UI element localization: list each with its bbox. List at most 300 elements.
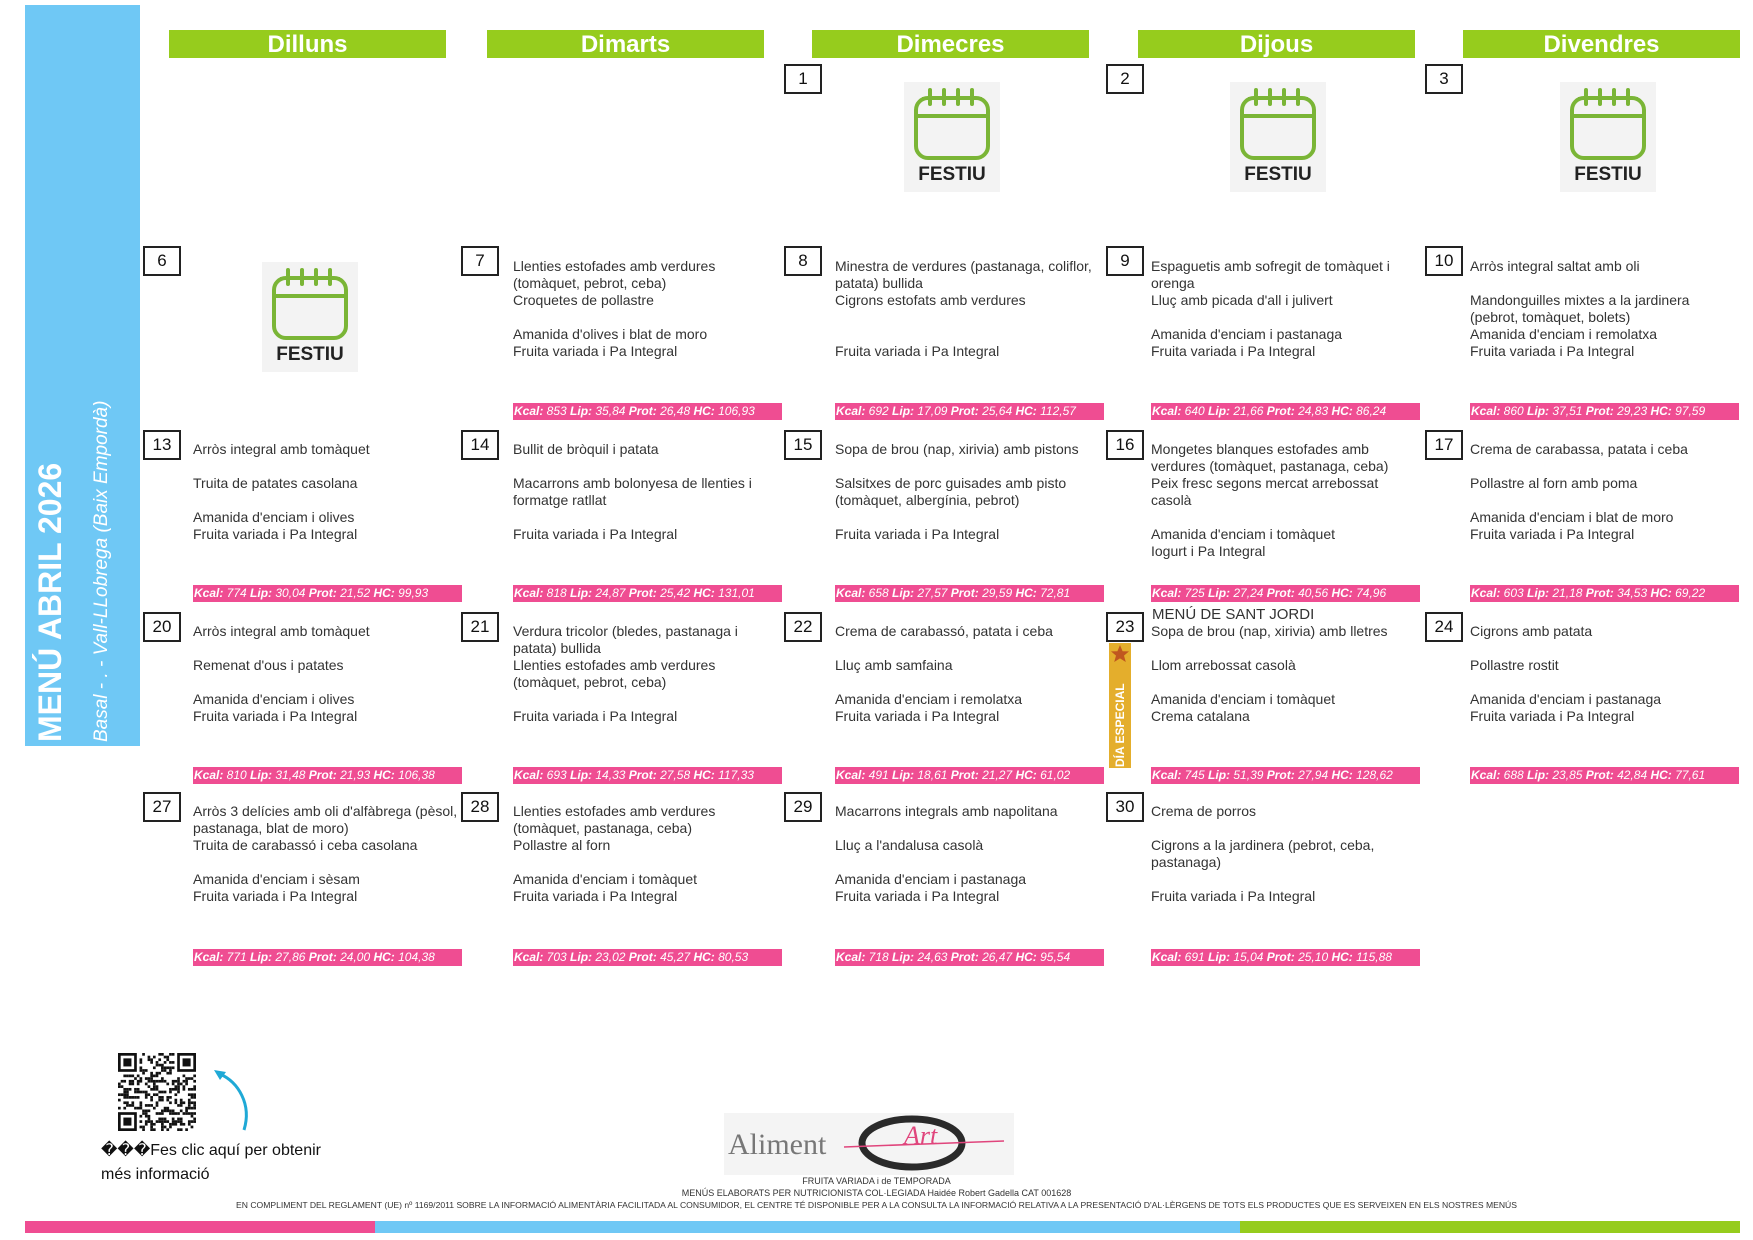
- qr-code-icon[interactable]: [118, 1053, 196, 1131]
- dish-line: Amanida d'olives i blat de moro: [513, 326, 708, 342]
- nutrition-label: Lip:: [1208, 586, 1231, 600]
- dish-line: Amanida d'enciam i olives: [193, 509, 355, 525]
- nutrition-value: 112,57: [1036, 404, 1076, 418]
- nutrition-value: 27,57: [914, 586, 951, 600]
- dish-line: Croquetes de pollastre: [513, 292, 654, 308]
- dish-line: Fruita variada i Pa Integral: [835, 526, 1000, 542]
- nutrition-value: 25,42: [656, 586, 694, 600]
- nutrition-value: 25,64: [978, 404, 1016, 418]
- logo-text: Aliment: [728, 1128, 827, 1161]
- nutrition-value: 37,51: [1549, 404, 1586, 418]
- nutrition-label: Prot:: [950, 950, 979, 964]
- nutrition-value: 810: [223, 768, 251, 782]
- dish-line: Fruita variada i Pa Integral: [513, 708, 678, 724]
- festiu-label: FESTIU: [1574, 164, 1642, 185]
- nutrition-label: HC:: [693, 404, 715, 418]
- nutrition-label: Kcal:: [514, 404, 544, 418]
- menu-dishes: [513, 258, 778, 360]
- nutrition-label: Lip:: [250, 768, 273, 782]
- nutrition-label: HC:: [693, 586, 715, 600]
- nutrition-label: Prot:: [1585, 768, 1614, 782]
- dish-line: Arròs integral saltat amb oli: [1470, 258, 1640, 274]
- nutrition-bar: [1151, 403, 1420, 420]
- nutrition-value: 24,87: [592, 586, 629, 600]
- dish-line: Cigrons estofats amb verdures: [835, 292, 1026, 308]
- dish-line: Fruita variada i Pa Integral: [835, 343, 1000, 359]
- nutrition-value: 703: [543, 950, 571, 964]
- dish-line: Verdura tricolor (bledes, pastanaga i patata) bullida: [513, 623, 738, 656]
- dish-line: Minestra de verdures (pastanaga, coliflor, patata) bullida: [835, 258, 1092, 291]
- nutrition-label: HC:: [373, 768, 395, 782]
- nutrition-label: HC:: [1331, 404, 1353, 418]
- nutrition-label: Kcal:: [1471, 768, 1501, 782]
- nutrition-value: 95,54: [1036, 950, 1071, 964]
- day-number: 8: [784, 246, 822, 276]
- nutrition-bar: [193, 949, 462, 966]
- festiu-icon: [1230, 82, 1326, 192]
- nutrition-value: 34,53: [1613, 586, 1651, 600]
- dish-line: Amanida d'enciam i sèsam: [193, 871, 360, 887]
- nutrition-bar: [1151, 585, 1420, 602]
- menu-dishes: [513, 803, 778, 905]
- nutrition-value: 29,59: [978, 586, 1016, 600]
- nutrition-bar: [1470, 767, 1739, 784]
- dish-line: Remenat d'ous i patates: [193, 657, 344, 673]
- dish-line: Fruita variada i Pa Integral: [513, 526, 678, 542]
- nutrition-value: 25,10: [1294, 950, 1332, 964]
- nutrition-label: Lip:: [1208, 950, 1231, 964]
- nutrition-value: 17,09: [914, 404, 951, 418]
- festiu-label: FESTIU: [918, 164, 986, 185]
- menu-dishes: [835, 441, 1100, 543]
- menu-dishes: [193, 441, 458, 543]
- nutrition-value: 21,27: [978, 768, 1016, 782]
- menu-dishes: [513, 623, 778, 725]
- nutrition-label: HC:: [1015, 404, 1037, 418]
- nutrition-label: Kcal:: [514, 950, 544, 964]
- nutrition-value: 693: [543, 768, 571, 782]
- day-header-dilluns: Dilluns: [169, 30, 446, 58]
- nutrition-bar: [835, 585, 1104, 602]
- dish-spacer: [193, 854, 458, 871]
- menu-dishes: [1151, 258, 1416, 360]
- menu-dishes: [1151, 441, 1416, 560]
- dish-line: Macarrons amb bolonyesa de llenties i formatge ratllat: [513, 475, 752, 508]
- nutrition-value: 77,61: [1671, 768, 1706, 782]
- nutrition-value: 40,56: [1294, 586, 1332, 600]
- dish-line: Salsitxes de porc guisades amb pisto (tomàquet, albergínia, pebrot): [835, 475, 1067, 508]
- nutrition-label: Kcal:: [1152, 950, 1182, 964]
- nutrition-value: 106,93: [714, 404, 755, 418]
- nutrition-value: 42,84: [1613, 768, 1651, 782]
- dish-spacer: [1151, 871, 1416, 888]
- menu-dishes: [1470, 623, 1735, 725]
- dish-spacer: [193, 492, 458, 509]
- nutrition-label: Prot:: [628, 950, 657, 964]
- nutrition-label: HC:: [693, 950, 715, 964]
- dish-spacer: [835, 820, 1100, 837]
- nutrition-label: HC:: [1015, 768, 1037, 782]
- nutrition-value: 131,01: [714, 586, 755, 600]
- nutrition-label: Lip:: [892, 950, 915, 964]
- festiu-icon: [262, 262, 358, 372]
- nutrition-label: HC:: [1331, 768, 1353, 782]
- nutrition-value: 128,62: [1352, 768, 1393, 782]
- dish-spacer: [1470, 275, 1735, 292]
- nutrition-value: 69,22: [1671, 586, 1706, 600]
- nutrition-label: Prot:: [308, 768, 337, 782]
- dish-spacer: [513, 509, 778, 526]
- nutrition-label: Kcal:: [514, 768, 544, 782]
- dish-line: Amanida d'enciam i tomàquet: [1151, 691, 1335, 707]
- nutrition-label: Lip:: [250, 950, 273, 964]
- nutrition-label: Kcal:: [1471, 404, 1501, 418]
- festiu-label: FESTIU: [1244, 164, 1312, 185]
- nutrition-label: HC:: [1331, 950, 1353, 964]
- nutrition-bar: [1470, 585, 1739, 602]
- dish-line: Pollastre rostit: [1470, 657, 1559, 673]
- dish-line: Pollastre al forn: [513, 837, 611, 853]
- dish-line: Mandonguilles mixtes a la jardinera (pebrot, tomàquet, bolets): [1470, 292, 1690, 325]
- day-number: 27: [143, 792, 181, 822]
- dish-spacer: [513, 691, 778, 708]
- nutrition-label: Prot:: [1266, 586, 1295, 600]
- dish-spacer: [835, 674, 1100, 691]
- dish-spacer: [1151, 640, 1416, 657]
- dish-line: Fruita variada i Pa Integral: [513, 343, 678, 359]
- day-number: 24: [1425, 612, 1463, 642]
- dish-line: Peix fresc segons mercat arrebossat casolà: [1151, 475, 1379, 508]
- dish-line: Cigrons a la jardinera (pebrot, ceba, pastanaga): [1151, 837, 1375, 870]
- day-number: 21: [461, 612, 499, 642]
- nutrition-label: Prot:: [1266, 404, 1295, 418]
- dish-spacer: [1151, 309, 1416, 326]
- menu-dishes: [513, 441, 778, 543]
- day-number: 23: [1106, 612, 1144, 642]
- nutrition-value: 104,38: [394, 950, 435, 964]
- nutrition-value: 21,93: [336, 768, 374, 782]
- nutrition-value: 27,86: [272, 950, 309, 964]
- dish-line: Fruita variada i Pa Integral: [1151, 888, 1316, 904]
- day-number: 3: [1425, 64, 1463, 94]
- festiu-icon: [904, 82, 1000, 192]
- nutrition-label: HC:: [373, 586, 395, 600]
- menu-dishes: [193, 623, 458, 725]
- footer-bar-blue: [375, 1221, 1240, 1233]
- menu-dishes: [1151, 623, 1416, 725]
- dish-spacer: [1470, 674, 1735, 691]
- dish-spacer: [835, 309, 1100, 326]
- footer-bar-pink: [25, 1221, 375, 1233]
- nutrition-value: 99,93: [394, 586, 429, 600]
- nutrition-value: 18,61: [914, 768, 951, 782]
- nutrition-value: 718: [865, 950, 893, 964]
- dish-spacer: [1470, 458, 1735, 475]
- nutrition-value: 771: [223, 950, 251, 964]
- nutrition-value: 725: [1181, 586, 1209, 600]
- dish-line: Truita de patates casolana: [193, 475, 358, 491]
- day-number: 9: [1106, 246, 1144, 276]
- footer-bar-green: [1240, 1221, 1740, 1233]
- nutrition-label: Kcal:: [194, 768, 224, 782]
- dish-spacer: [513, 854, 778, 871]
- nutrition-value: 603: [1500, 586, 1528, 600]
- dish-line: Llenties estofades amb verdures (tomàquet, pebrot, ceba): [513, 258, 716, 291]
- dish-spacer: [1470, 492, 1735, 509]
- menu-dishes: [835, 623, 1100, 725]
- dish-line: Truita de carabassó i ceba casolana: [193, 837, 418, 853]
- day-number: 14: [461, 430, 499, 460]
- nutrition-value: 640: [1181, 404, 1209, 418]
- dish-line: Amanida d'enciam i remolatxa: [1470, 326, 1658, 342]
- nutrition-value: 26,47: [978, 950, 1016, 964]
- dish-line: Sopa de brou (nap, xirivia) amb pistons: [835, 441, 1079, 457]
- dish-line: Fruita variada i Pa Integral: [193, 708, 358, 724]
- day-number: 30: [1106, 792, 1144, 822]
- nutrition-value: 23,02: [592, 950, 629, 964]
- dish-spacer: [1151, 674, 1416, 691]
- nutrition-value: 26,48: [656, 404, 694, 418]
- nutrition-label: Lip:: [1208, 404, 1231, 418]
- dish-line: Fruita variada i Pa Integral: [1470, 343, 1635, 359]
- menu-dishes: [835, 258, 1100, 360]
- nutrition-value: 29,23: [1613, 404, 1651, 418]
- nutrition-value: 14,33: [592, 768, 629, 782]
- nutrition-value: 27,94: [1294, 768, 1332, 782]
- nutrition-label: Lip:: [1527, 404, 1550, 418]
- day-header-divendres: Divendres: [1463, 30, 1740, 58]
- nutrition-label: Kcal:: [836, 950, 866, 964]
- nutrition-value: 21,18: [1549, 586, 1586, 600]
- nutrition-label: HC:: [1015, 586, 1037, 600]
- dish-spacer: [513, 458, 778, 475]
- nutrition-label: Prot:: [1585, 586, 1614, 600]
- nutrition-bar: [835, 767, 1104, 784]
- nutrition-label: Lip:: [570, 404, 593, 418]
- dish-line: Amanida d'enciam i remolatxa: [835, 691, 1023, 707]
- footer-nutritionist-note: MENÚS ELABORATS PER NUTRICIONISTA COL·LEGIADA Haidée Robert Gadella CAT 001628: [681, 1188, 1072, 1198]
- nutrition-bar: [193, 585, 462, 602]
- nutrition-label: Kcal:: [514, 586, 544, 600]
- arrow-icon: [208, 1064, 256, 1134]
- dish-spacer: [1151, 509, 1416, 526]
- dish-line: Amanida d'enciam i olives: [193, 691, 355, 707]
- day-number: 10: [1425, 246, 1463, 276]
- nutrition-value: 27,24: [1230, 586, 1267, 600]
- nutrition-value: 31,48: [272, 768, 309, 782]
- nutrition-label: Prot:: [628, 768, 657, 782]
- nutrition-value: 658: [865, 586, 893, 600]
- dish-line: Fruita variada i Pa Integral: [835, 888, 1000, 904]
- nutrition-label: Kcal:: [1152, 768, 1182, 782]
- nutrition-label: Kcal:: [836, 404, 866, 418]
- nutrition-bar: [513, 949, 782, 966]
- day-number: 22: [784, 612, 822, 642]
- special-menu-title: MENÚ DE SANT JORDI: [1152, 606, 1315, 623]
- nutrition-label: Prot:: [308, 586, 337, 600]
- nutrition-value: 115,88: [1352, 950, 1392, 964]
- nutrition-bar: [835, 403, 1104, 420]
- nutrition-value: 21,52: [336, 586, 374, 600]
- nutrition-label: Kcal:: [1152, 404, 1182, 418]
- nutrition-label: Kcal:: [1471, 586, 1501, 600]
- dish-line: Fruita variada i Pa Integral: [193, 888, 358, 904]
- dish-line: Arròs 3 delícies amb oli d'alfàbrega (pèsol, pastanaga, blat de moro): [193, 803, 458, 836]
- nutrition-label: Prot:: [950, 586, 979, 600]
- nutrition-value: 27,58: [656, 768, 694, 782]
- calendar-icon: [262, 262, 358, 344]
- nutrition-label: HC:: [1650, 586, 1672, 600]
- nutrition-label: Kcal:: [194, 950, 224, 964]
- nutrition-label: Lip:: [1527, 768, 1550, 782]
- day-number: 28: [461, 792, 499, 822]
- nutrition-label: HC:: [1650, 768, 1672, 782]
- nutrition-bar: [1151, 949, 1420, 966]
- nutrition-bar: [1151, 767, 1420, 784]
- dish-line: Amanida d'enciam i tomàquet: [513, 871, 697, 887]
- nutrition-bar: [1470, 403, 1739, 420]
- nutrition-label: Lip:: [1208, 768, 1231, 782]
- menu-dishes: [193, 803, 458, 905]
- dish-line: Macarrons integrals amb napolitana: [835, 803, 1058, 819]
- dish-line: Fruita variada i Pa Integral: [1151, 343, 1316, 359]
- dish-spacer: [835, 854, 1100, 871]
- nutrition-bar: [513, 767, 782, 784]
- menu-dishes: [1470, 441, 1735, 543]
- nutrition-value: 23,85: [1549, 768, 1586, 782]
- nutrition-label: Lip:: [570, 586, 593, 600]
- nutrition-value: 45,27: [656, 950, 694, 964]
- dish-line: Crema de carabassa, patata i ceba: [1470, 441, 1688, 457]
- dish-line: Llenties estofades amb verdures (tomàquet, pastanaga, ceba): [513, 803, 716, 836]
- qr-info-link[interactable]: ���Fes clic aquí per obtenir més informació: [101, 1142, 321, 1183]
- nutrition-label: Kcal:: [836, 768, 866, 782]
- nutrition-value: 74,96: [1352, 586, 1387, 600]
- nutrition-label: Prot:: [950, 768, 979, 782]
- menu-dishes: [835, 803, 1100, 905]
- dish-spacer: [1151, 820, 1416, 837]
- nutrition-label: Lip:: [892, 404, 915, 418]
- day-number: 15: [784, 430, 822, 460]
- nutrition-bar: [193, 767, 462, 784]
- dish-line: Crema de carabassó, patata i ceba: [835, 623, 1053, 639]
- dish-line: Amanida d'enciam i pastanaga: [1151, 326, 1343, 342]
- day-number: 2: [1106, 64, 1144, 94]
- nutrition-value: 24,83: [1294, 404, 1332, 418]
- dish-line: Iogurt i Pa Integral: [1151, 543, 1266, 559]
- alimentart-logo: [724, 1113, 1014, 1175]
- dish-spacer: [835, 640, 1100, 657]
- dish-line: Crema de porros: [1151, 803, 1257, 819]
- dish-line: Fruita variada i Pa Integral: [513, 888, 678, 904]
- day-header-dijous: Dijous: [1138, 30, 1415, 58]
- dish-spacer: [193, 640, 458, 657]
- dish-line: Lluç a l'andalusa casolà: [835, 837, 984, 853]
- nutrition-label: Prot:: [1585, 404, 1614, 418]
- nutrition-value: 106,38: [394, 768, 435, 782]
- dish-line: Crema catalana: [1151, 708, 1250, 724]
- nutrition-value: 688: [1500, 768, 1528, 782]
- nutrition-label: Prot:: [628, 404, 657, 418]
- nutrition-value: 61,02: [1036, 768, 1071, 782]
- nutrition-value: 21,66: [1230, 404, 1267, 418]
- dish-line: Llom arrebossat casolà: [1151, 657, 1296, 673]
- dish-line: Amanida d'enciam i blat de moro: [1470, 509, 1674, 525]
- nutrition-label: Prot:: [950, 404, 979, 418]
- dish-line: Cigrons amb patata: [1470, 623, 1593, 639]
- nutrition-label: Kcal:: [194, 586, 224, 600]
- day-number: 16: [1106, 430, 1144, 460]
- nutrition-label: Lip:: [892, 768, 915, 782]
- dish-line: Lluç amb picada d'all i julivert: [1151, 292, 1333, 308]
- nutrition-label: Prot:: [1266, 768, 1295, 782]
- nutrition-value: 97,59: [1671, 404, 1706, 418]
- nutrition-label: Lip:: [250, 586, 273, 600]
- special-day-label: DÍA ESPECIAL: [1113, 683, 1127, 767]
- nutrition-value: 692: [865, 404, 893, 418]
- nutrition-value: 86,24: [1352, 404, 1387, 418]
- dish-spacer: [513, 309, 778, 326]
- nutrition-bar: [513, 403, 782, 420]
- dish-line: Amanida d'enciam i pastanaga: [1470, 691, 1662, 707]
- dish-line: Fruita variada i Pa Integral: [835, 708, 1000, 724]
- festiu-icon: [1560, 82, 1656, 192]
- nutrition-value: 691: [1181, 950, 1209, 964]
- dish-line: Arròs integral amb tomàquet: [193, 623, 370, 639]
- dish-line: Pollastre al forn amb poma: [1470, 475, 1638, 491]
- calendar-icon: [1560, 82, 1656, 164]
- nutrition-label: Kcal:: [1152, 586, 1182, 600]
- dish-line: Amanida d'enciam i pastanaga: [835, 871, 1027, 887]
- nutrition-value: 51,39: [1230, 768, 1267, 782]
- festiu-label: FESTIU: [276, 344, 344, 365]
- dish-line: Mongetes blanques estofades amb verdures (tomàquet, pastanaga, ceba): [1151, 441, 1389, 474]
- dish-line: Lluç amb samfaina: [835, 657, 953, 673]
- dish-spacer: [1470, 640, 1735, 657]
- nutrition-bar: [835, 949, 1104, 966]
- nutrition-label: Lip:: [892, 586, 915, 600]
- day-number: 1: [784, 64, 822, 94]
- menu-dishes: [1151, 803, 1416, 905]
- dish-line: Espaguetis amb sofregit de tomàquet i orenga: [1151, 258, 1390, 291]
- nutrition-label: HC:: [693, 768, 715, 782]
- logo-accent-text: Art: [904, 1121, 938, 1150]
- day-number: 13: [143, 430, 181, 460]
- nutrition-value: 774: [223, 586, 251, 600]
- day-header-dimarts: Dimarts: [487, 30, 764, 58]
- nutrition-label: Prot:: [1266, 950, 1295, 964]
- dish-line: Amanida d'enciam i tomàquet: [1151, 526, 1335, 542]
- dish-line: Fruita variada i Pa Integral: [193, 526, 358, 542]
- menu-title: MENÚ ABRIL 2026: [32, 462, 68, 742]
- nutrition-label: Prot:: [308, 950, 337, 964]
- dish-spacer: [193, 674, 458, 691]
- nutrition-value: 491: [865, 768, 893, 782]
- day-number: 7: [461, 246, 499, 276]
- day-header-dimecres: Dimecres: [812, 30, 1089, 58]
- day-number: 29: [784, 792, 822, 822]
- nutrition-label: HC:: [373, 950, 395, 964]
- dish-line: Fruita variada i Pa Integral: [1470, 526, 1635, 542]
- nutrition-bar: [513, 585, 782, 602]
- nutrition-label: HC:: [1331, 586, 1353, 600]
- nutrition-value: 24,63: [914, 950, 951, 964]
- dish-line: Arròs integral amb tomàquet: [193, 441, 370, 457]
- day-number: 17: [1425, 430, 1463, 460]
- nutrition-label: Lip:: [1527, 586, 1550, 600]
- nutrition-value: 15,04: [1230, 950, 1267, 964]
- dish-spacer: [835, 326, 1100, 343]
